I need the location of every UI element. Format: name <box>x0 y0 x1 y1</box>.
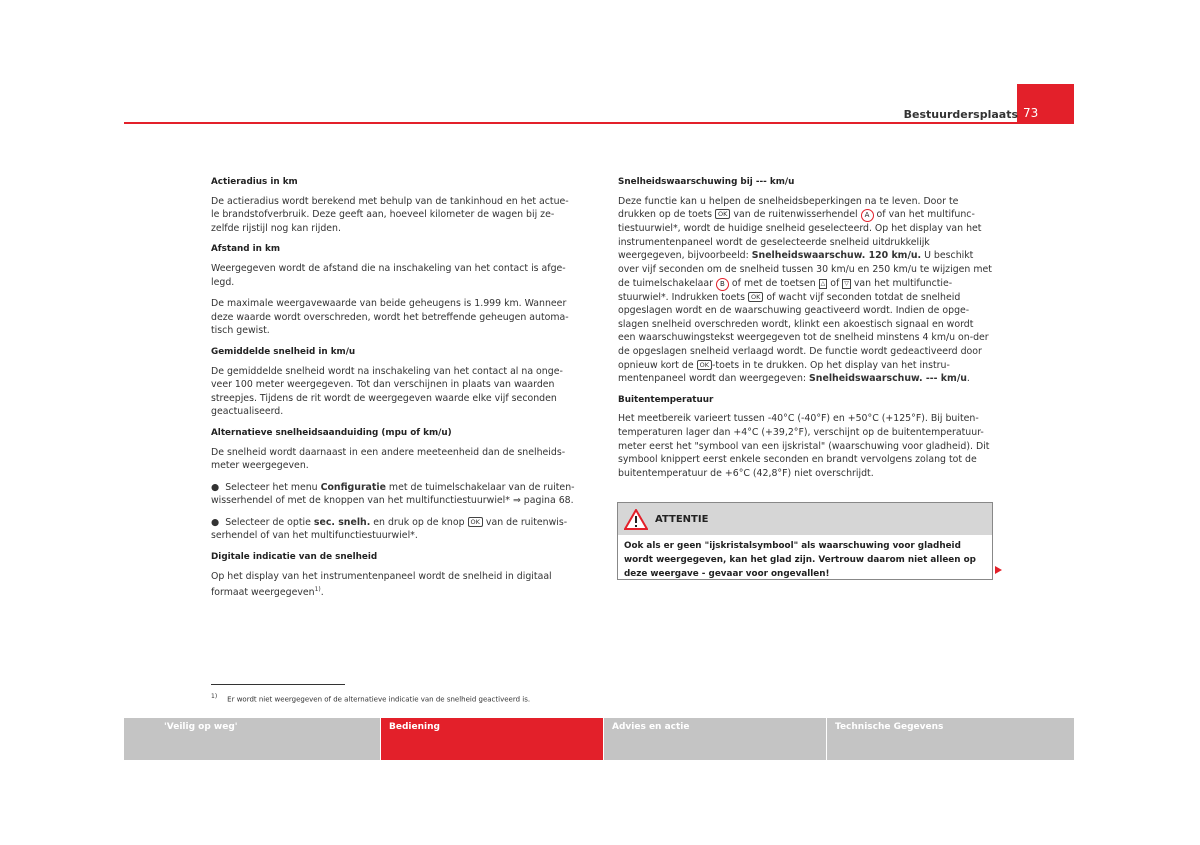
warning-text: Ook als er geen "ijskristalsymbool" als waarschuwing voor gladheid wordt weergegeven, kan het glad zijn. Vertrouw daarom niet alleen op deze weergave - gevaar voor ongevallen! <box>624 541 976 579</box>
page-number: 73 <box>1023 106 1039 120</box>
continue-arrow-icon <box>995 566 1002 574</box>
paragraph: De actieradius wordt berekend met behulp van de tankinhoud en het actue-le brandstofverbruik. Deze geeft aan, hoeveel kilometer de wagen bij ze-zelfde rijstijl nog kan rijden. <box>211 195 569 234</box>
text: U beschikt over vijf seconden om de snelheid tussen 30 km/u en 250 km/u te wijzigen met de tuimelschakelaar <box>618 250 992 289</box>
display-text: Snelheidswaarschuw. --- km/u <box>809 373 967 385</box>
nav-tab-veilig-op-weg[interactable]: 'Veilig op weg' <box>156 718 380 760</box>
section-heading: Snelheidswaarschuwing bij --- km/u <box>618 177 795 187</box>
text: van de ruitenwis-serhendel of van het multifunctiestuurwiel*. <box>211 516 568 542</box>
bullet-dot: ● <box>211 516 220 528</box>
ok-key-icon: OK <box>697 360 712 370</box>
option-name: sec. snelh. <box>313 516 371 528</box>
right-column <box>618 176 993 488</box>
footnote-ref: 1) <box>314 586 321 594</box>
ok-key-icon: OK <box>715 209 730 219</box>
text: Selecteer de optie <box>225 516 314 528</box>
warning-header <box>618 503 992 535</box>
menu-name: Configuratie <box>320 481 386 493</box>
text: Deze functie kan u helpen de snelheidsbeperkingen na te leven. Door te drukken op de toets <box>618 195 959 221</box>
paragraph: De snelheid wordt daarnaast in een andere meeteenheid dan de snelheids-meter weergegeven. <box>211 446 566 472</box>
text: . <box>966 373 970 385</box>
ok-key-icon: OK <box>468 517 483 527</box>
section-heading: Digitale indicatie van de snelheid <box>211 552 378 563</box>
section-heading: Afstand in km <box>211 244 280 255</box>
footnote <box>211 693 530 703</box>
chapter-title: Bestuurdersplaats <box>903 108 1018 121</box>
header-rule <box>124 122 1074 124</box>
display-text: Snelheidswaarschuw. 120 km/u. <box>751 250 922 262</box>
left-column <box>211 176 577 608</box>
paragraph: De gemiddelde snelheid wordt na inschakeling van het contact al na onge-veer 100 meter weergegeven. Tot dan verschijnen in plaats van waarden streepjes. Tijdens de rit wordt de weergegeven waarde elke vijf seconden geactualiseerd. <box>211 365 563 418</box>
warning-title: ATTENTIE <box>655 514 709 525</box>
text: of wacht vijf seconden totdat de snelheid opgeslagen wordt en de waarschuwing geactiveerd wordt. Indien de opge-slagen snelheid overschreden wordt, klinkt een akoestisch signaal en wordt een waarschuwingstekst weergegeven tot de snelheid minstens 4 km/u on-der de opgeslagen snelheid verlaagd wordt. De functie wordt gedeactiveerd door opnieuw kort de <box>618 291 989 371</box>
callout-a-icon: A <box>861 209 874 222</box>
text: of met de toetsen <box>728 277 819 289</box>
nav-tab-advies-en-actie[interactable]: Advies en actie <box>604 718 826 760</box>
bullet-item <box>211 481 577 508</box>
section-heading: Alternatieve snelheidsaanduiding (mpu of km/u) <box>211 427 452 438</box>
paragraph: De maximale weergavewaarde van beide geheugens is 1.999 km. Wanneer deze waarde wordt overschreden, wordt het betreffende geheugen automa-tisch gewist. <box>211 298 569 337</box>
text: -toets in te drukken. Op het display van het instru-mentenpaneel wordt dan weergegeven: <box>618 359 950 385</box>
paragraph: Het meetbereik varieert tussen -40°C (-40°F) en +50°C (+125°F). Bij buiten-temperaturen lager dan +4°C (+39,2°F), verschijnt op de buitentemperatuur-meter eerst het "symbool van een ijskristal" (waarschuwing voor gladheid). Dit symbool knippert eerst enkele seconden en brandt vervolgens zolang tot de buitentemperatuur de +6°C (42,8°F) niet overschrijdt. <box>618 413 990 479</box>
page-number-box <box>1017 84 1074 124</box>
text: en druk op de knop <box>370 516 468 528</box>
text: Selecteer het menu <box>225 481 321 493</box>
paragraph <box>211 570 577 600</box>
nav-tab-technische-gegevens[interactable]: Technische Gegevens <box>827 718 1074 760</box>
text: van de ruitenwisserhendel <box>730 209 861 221</box>
callout-b-icon: B <box>716 278 729 291</box>
paragraph <box>618 195 993 386</box>
nav-spacer <box>124 718 156 760</box>
up-key-icon: △ <box>820 279 826 287</box>
text: of <box>827 277 843 289</box>
footnote-text: Er wordt niet weergegeven of de alternatieve indicatie van de snelheid geactiveerd is. <box>227 695 531 704</box>
section-heading: Buitentemperatuur <box>618 394 714 405</box>
section-heading: Actieradius in km <box>211 177 298 187</box>
section-heading: Gemiddelde snelheid in km/u <box>211 346 356 357</box>
bullet-dot: ● <box>211 481 220 493</box>
ok-key-icon: OK <box>748 292 763 302</box>
warning-triangle-icon <box>624 509 648 530</box>
text: . <box>320 587 324 599</box>
bullet-item <box>211 516 577 543</box>
paragraph: Weergegeven wordt de afstand die na inschakeling van het contact is afge-legd. <box>211 262 566 288</box>
nav-tab-bediening[interactable]: Bediening <box>381 718 603 760</box>
text: van het multifunctie-stuurwiel*. Indrukken toets <box>618 277 953 303</box>
down-key-icon: ▽ <box>844 279 849 287</box>
text: Op het display van het instrumentenpaneel wordt de snelheid in digitaal formaat weergegeven <box>211 570 552 599</box>
text: of van het multifunc-tiestuurwiel*, wordt de huidige snelheid geselecteerd. Op het display van het instrumentenpaneel wordt de geselecteerde snelheid uitdrukkelijk weergegeven, bijvoorbeeld: <box>618 209 982 262</box>
footnote-marker: 1) <box>211 693 218 700</box>
footnote-rule <box>211 684 345 685</box>
warning-box <box>617 502 993 580</box>
text: met de tuimelschakelaar van de ruiten-wisserhendel of met de knoppen van het multifunctiestuurwiel* ⇒ pagina 68. <box>211 481 575 507</box>
